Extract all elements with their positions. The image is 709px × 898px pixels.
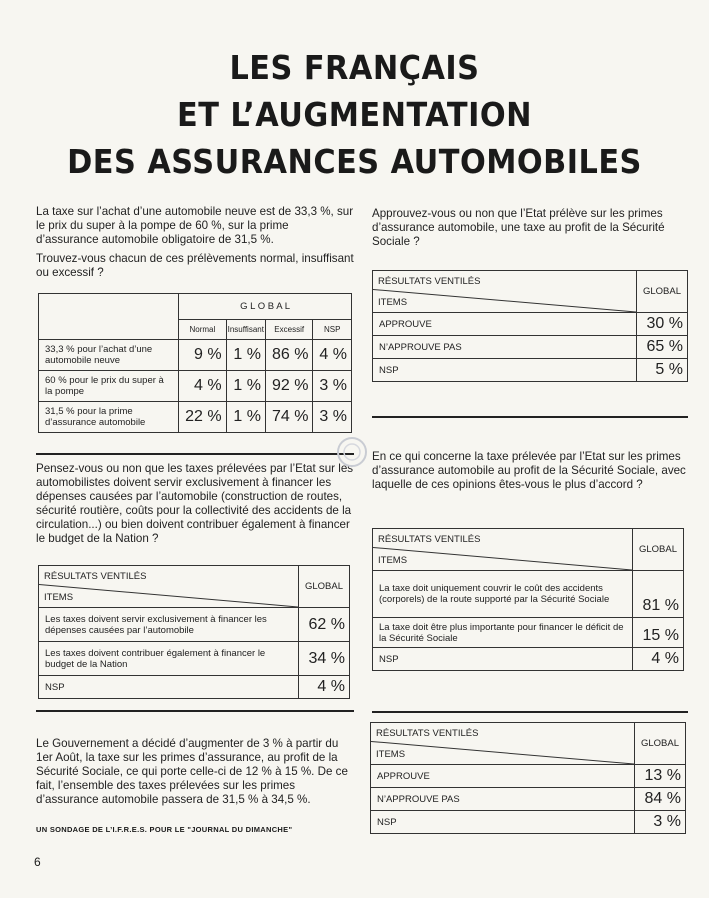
table2-header-bottom: ITEMS — [44, 592, 74, 603]
table3-header-cell — [373, 271, 637, 313]
table5-row-label: APPROUVE — [371, 765, 635, 788]
stamp-mark-icon — [332, 432, 372, 472]
table3-row-label: NSP — [373, 359, 637, 382]
table4-row-value: 4 % — [632, 648, 683, 671]
table-row — [371, 788, 686, 811]
table2-row-label: NSP — [39, 676, 299, 699]
table5-row-label: N’APPROUVE PAS — [371, 788, 635, 811]
table3-row-value: 65 % — [636, 336, 687, 359]
table-row — [373, 313, 688, 336]
table-row — [373, 618, 684, 648]
table1-cell: 22 % — [179, 402, 226, 433]
table5-row-value: 84 % — [634, 788, 685, 811]
footer-note: UN SONDAGE DE L’I.F.R.E.S. POUR LE "JOURNAL DU DIMANCHE" — [36, 825, 293, 834]
table1-row-label: 31,5 % pour la prime d’assurance automobile — [39, 402, 179, 433]
table-taxes-global — [38, 293, 352, 433]
table5-row-label: NSP — [371, 811, 635, 834]
intro-paragraph-2: Trouvez-vous chacun de ces prélèvements normal, insuffisant ou excessif ? — [36, 252, 354, 279]
table2-header-top: RÉSULTATS VENTILÉS — [44, 571, 147, 582]
table1-col-normal: Normal — [179, 320, 226, 340]
table1-cell: 3 % — [313, 402, 352, 433]
table1-cell: 92 % — [265, 371, 312, 402]
page-number: 6 — [34, 855, 41, 869]
table1-col-insuffisant: Insuffisant — [226, 320, 265, 340]
table4-row-value: 15 % — [632, 618, 683, 648]
table-row — [39, 340, 352, 371]
table3-global-header: GLOBAL — [636, 271, 687, 313]
divider — [36, 453, 354, 455]
table1-row-label: 60 % pour le prix du super à la pompe — [39, 371, 179, 402]
table-approve-taxe — [372, 270, 688, 382]
table4-header-bottom: ITEMS — [378, 555, 408, 566]
table-row — [39, 608, 350, 642]
table3-row-value: 5 % — [636, 359, 687, 382]
table-approve-augmentation — [370, 722, 686, 834]
table-row — [39, 642, 350, 676]
title-line-1: LES FRANÇAIS — [229, 48, 480, 87]
table1-cell: 1 % — [226, 340, 265, 371]
divider — [372, 711, 688, 713]
table2-row-label: Les taxes doivent servir exclusivement à financer les dépenses causées par l’automobile — [39, 608, 299, 642]
table5-header-bottom: ITEMS — [376, 749, 406, 760]
table-row — [373, 648, 684, 671]
table5-header-top: RÉSULTATS VENTILÉS — [376, 728, 479, 739]
table4-row-value: 81 % — [632, 571, 683, 618]
table4-row-label: NSP — [373, 648, 633, 671]
divider — [36, 710, 354, 712]
table-taxes-usage — [38, 565, 350, 699]
title-line-2: ET L’AUGMENTATION — [177, 95, 532, 134]
table-row — [373, 359, 688, 382]
table1-col-excessif: Excessif — [265, 320, 312, 340]
table4-header-cell — [373, 529, 633, 571]
table1-cell: 1 % — [226, 371, 265, 402]
table2-header-cell — [39, 566, 299, 608]
table-row — [39, 402, 352, 433]
table-row — [39, 676, 350, 699]
table1-cell: 1 % — [226, 402, 265, 433]
table2-row-value: 34 % — [298, 642, 349, 676]
table5-header-cell — [371, 723, 635, 765]
table1-cell: 74 % — [265, 402, 312, 433]
table-row — [371, 811, 686, 834]
table1-cell: 9 % — [179, 340, 226, 371]
question-4-text: En ce qui concerne la taxe prélevée par l’Etat sur les primes d’assurance automobile au profit de la Sécurité Sociale, avec laquelle de ces opinions êtes-vous le plus d’accord ? — [372, 450, 686, 491]
table3-header-top: RÉSULTATS VENTILÉS — [378, 276, 481, 287]
intro-text — [36, 205, 354, 285]
table1-col-nsp: NSP — [313, 320, 352, 340]
intro-paragraph-1: La taxe sur l’achat d’une automobile neuve est de 33,3 %, sur le prix du super à la pompe de 60 %, sur la prime d’assurance automobile obligatoire de 31,5 %. — [36, 205, 354, 246]
table1-cell: 3 % — [313, 371, 352, 402]
table1-cell: 4 % — [179, 371, 226, 402]
table1-row-label: 33,3 % pour l’achat d’une automobile neuve — [39, 340, 179, 371]
table5-row-value: 13 % — [634, 765, 685, 788]
title-line-3: DES ASSURANCES AUTOMOBILES — [67, 142, 642, 181]
table4-global-header: GLOBAL — [632, 529, 683, 571]
table4-header-top: RÉSULTATS VENTILÉS — [378, 534, 481, 545]
table2-row-label: Les taxes doivent contribuer également à financer le budget de la Nation — [39, 642, 299, 676]
table3-row-value: 30 % — [636, 313, 687, 336]
table-opinion-taxe — [372, 528, 684, 671]
divider — [372, 416, 688, 418]
question-2-text: Pensez-vous ou non que les taxes prélevées par l’Etat sur les automobilistes doivent servir exclusivement à financer les dépenses causées par l’automobile (construction de routes, sécurité routière, coûts pour la collectivité des accidents de la circulation...) ou bien doivent contribuer également à financer le budget de la Nation ? — [36, 462, 354, 545]
table5-row-value: 3 % — [634, 811, 685, 834]
table4-row-label: La taxe doit uniquement couvrir le coût des accidents (corporels) de la route supporté par la Sécurité Sociale — [373, 571, 633, 618]
table3-row-label: APPROUVE — [373, 313, 637, 336]
table-row — [39, 371, 352, 402]
table1-cell: 86 % — [265, 340, 312, 371]
table3-row-label: N’APPROUVE PAS — [373, 336, 637, 359]
table2-global-header: GLOBAL — [298, 566, 349, 608]
table2-row-value: 62 % — [298, 608, 349, 642]
table1-cell: 4 % — [313, 340, 352, 371]
table-row — [373, 336, 688, 359]
closing-text: Le Gouvernement a décidé d’augmenter de 3 % à partir du 1er Août, la taxe sur les primes d’assurance, au profit de la Sécurité Sociale, ce qui porte celle-ci de 12 % à 15 %. De ce fait, l’ensemble des taxes prélevées sur les primes d’assurance automobile passera de 31,5 % à 34,5 %. — [36, 737, 348, 806]
table-row — [371, 765, 686, 788]
table5-global-header: GLOBAL — [634, 723, 685, 765]
table3-header-bottom: ITEMS — [378, 297, 408, 308]
table-row — [373, 571, 684, 618]
table2-row-value: 4 % — [298, 676, 349, 699]
table1-group-header: G L O B A L — [179, 294, 352, 320]
table4-row-label: La taxe doit être plus importante pour financer le déficit de la Sécurité Sociale — [373, 618, 633, 648]
page-title — [28, 44, 680, 185]
question-3-text: Approuvez-vous ou non que l’Etat prélève sur les primes d’assurance automobile, une taxe au profit de la Sécurité Sociale ? — [372, 207, 665, 248]
